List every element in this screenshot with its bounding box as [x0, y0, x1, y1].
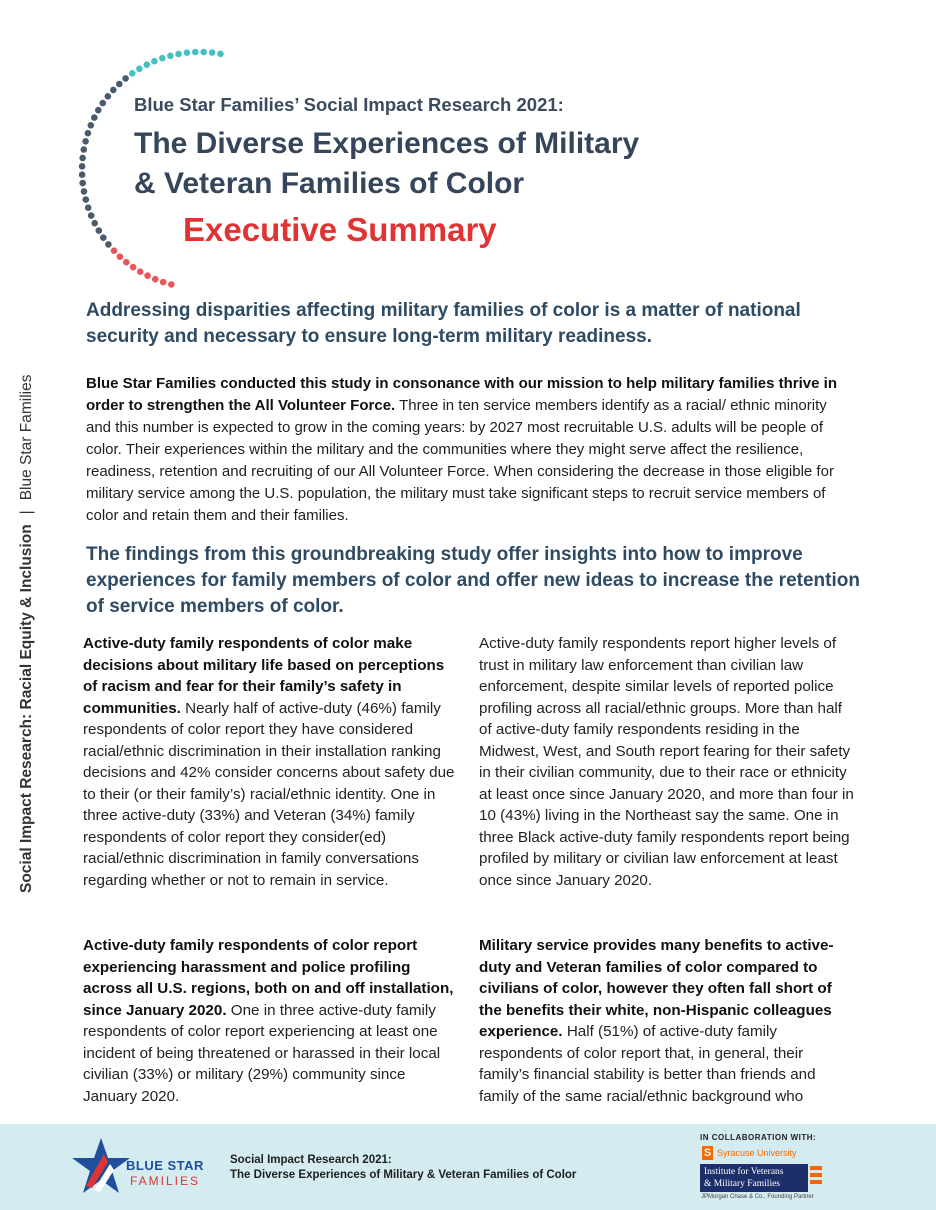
arc-dot — [111, 247, 118, 254]
arc-dot — [96, 227, 103, 234]
ivmf-line1: Institute for Veterans — [704, 1167, 784, 1177]
arc-dot — [136, 66, 143, 73]
syracuse-s-icon: S — [703, 1147, 712, 1159]
arc-dot — [217, 51, 224, 58]
findings-heading: The findings from this groundbreaking study offer insights into how to improve experiences for family members of color and offer new ideas to increase the retention of service members of color. — [86, 544, 860, 617]
arc-dot — [151, 58, 158, 65]
finding-2-text: Active-duty family respondents report higher levels of trust in military law enforcement than civilian law enforcement, despite similar levels of reported police profiling across all racial/ethnic groups. More than half of active-duty family respondents residing in the Midwest, West, and South report fearing for their safety in their civilian community, due to their race or ethnicity at least once since January 2020, and more than four in 10 (43%) living in the Northeast say the same. One in three Black active-duty family respondents report being profiled by military or civilian law enforcement at least once since January 2020. — [479, 635, 854, 889]
side-label-org: Blue Star Families — [18, 374, 35, 501]
side-label-report: Social Impact Research: Racial Equity & Inclusion — [18, 524, 35, 893]
footer — [0, 1124, 936, 1210]
arc-dot — [88, 212, 95, 219]
side-label-separator: | — [18, 510, 35, 515]
arc-dot — [200, 49, 207, 56]
finding-1-text: Nearly half of active-duty (46%) family respondents of color report they have considered racial/ethnic discrimination in their installation ranking decisions and 42% consider concerns about safety due to their (or their family’s) racial/ethnic identity. One in three active-duty (33%) and Veteran (34%) family respondents of color report they consider(ed) racial/ethnic discrimination in family conversations regarding whether or not to remain in service. — [83, 699, 455, 889]
footer-series-title: Social Impact Research 2021: — [230, 1154, 392, 1166]
arc-dot — [192, 49, 199, 56]
arc-dot — [105, 93, 112, 100]
finding-paragraph-4 — [479, 935, 855, 1107]
arc-dot — [137, 268, 144, 275]
arc-dot — [160, 279, 167, 286]
footer-report-title: The Diverse Experiences of Military & Veteran Families of Color — [230, 1169, 577, 1181]
arc-dot — [110, 87, 117, 94]
side-label — [15, 318, 39, 893]
arc-dot — [82, 138, 89, 145]
ivmf-logo — [700, 1164, 808, 1192]
arc-dot — [91, 220, 98, 227]
arc-dot — [123, 259, 130, 266]
finding-paragraph-2 — [479, 633, 855, 891]
arc-dot — [88, 122, 95, 129]
arc-dot — [85, 204, 92, 211]
arc-dot — [144, 61, 151, 68]
ivmf-founding-partner: JPMorgan Chase & Co., Founding Partner — [701, 1194, 814, 1200]
arc-dot — [91, 114, 98, 121]
arc-dot — [81, 146, 88, 153]
arc-dot — [122, 75, 129, 82]
arc-dot — [83, 196, 90, 203]
arc-dot — [209, 49, 216, 56]
arc-dot — [79, 163, 86, 170]
arc-dot — [184, 49, 191, 56]
ivmf-stripes-icon — [810, 1166, 822, 1192]
arc-dot — [168, 281, 175, 288]
arc-dot — [85, 130, 92, 137]
syracuse-name: Syracuse University — [717, 1148, 797, 1158]
arc-dot — [105, 241, 112, 248]
arc-dot — [79, 180, 86, 187]
arc-dot — [117, 253, 124, 260]
arc-dot — [95, 107, 102, 114]
finding-4-text: Half (51%) of active-duty family respondents of color report that, in general, their family’s financial stability is better than friends and family of the same racial/ethnic background who — [479, 1023, 816, 1105]
collaboration-label: IN COLLABORATION WITH: — [700, 1133, 817, 1142]
finding-paragraph-1 — [83, 633, 459, 891]
star-logo-icon — [70, 1136, 132, 1198]
intro-paragraph — [86, 373, 846, 527]
arc-dot — [144, 272, 151, 279]
finding-paragraph-3 — [83, 935, 459, 1107]
finding-3-text: One in three active-duty family respondents of color report experiencing at least one incident of being threatened or harassed in their local civilian (33%) or military (29%) community since January 2020. — [83, 1001, 441, 1105]
logo-text-families: FAMILIES — [130, 1174, 201, 1188]
report-title — [134, 124, 639, 204]
arc-dot — [159, 55, 166, 62]
arc-dot — [79, 171, 86, 178]
syracuse-university-logo — [702, 1146, 797, 1160]
arc-dot — [152, 276, 159, 283]
arc-dot — [175, 51, 182, 58]
arc-dot — [100, 100, 107, 107]
arc-dot — [100, 234, 107, 241]
arc-dot — [129, 70, 136, 77]
report-series-title: Blue Star Families’ Social Impact Research 2021: — [134, 94, 564, 115]
arc-dot — [130, 264, 137, 271]
finding-1-bold: Active-duty family respondents of color make decisions about military life based on perceptions of racism and fear for their family’s safety in communities. — [83, 635, 445, 717]
blue-star-families-logo — [70, 1136, 220, 1196]
finding-4-bold: Military service provides many benefits to active-duty and Veteran families of color compared to civilians of color, however they often fall short of the benefits their white, non-Hispanic colleagues experience. — [479, 937, 834, 1040]
logo-text-blue-star: BLUE STAR — [126, 1158, 204, 1173]
report-title-line1: The Diverse Experiences of Military — [134, 127, 640, 160]
arc-dot — [116, 81, 123, 88]
arc-dot — [81, 188, 88, 195]
lead-heading: Addressing disparities affecting military families of color is a matter of national security and necessary to ensure long-term military readiness. — [86, 300, 801, 347]
ivmf-line2: & Military Families — [704, 1179, 780, 1189]
arc-dot — [79, 155, 86, 162]
arc-dot — [167, 53, 174, 60]
report-title-line2: & Veteran Families of Color — [134, 167, 525, 200]
executive-summary-heading: Executive Summary — [183, 211, 497, 248]
finding-3-bold: Active-duty family respondents of color report experiencing harassment and police profiling across all U.S. regions, both on and off installation, since January 2020. — [83, 937, 454, 1019]
intro-text: Three in ten service members identify as a racial/ ethnic minority and this number is expected to grow in the coming years: by 2027 most recruitable U.S. adults will be people of color. Their experiences within the military and the communities where they might serve affect the resilience, readiness, retention and recruiting of our All Volunteer Force. When considering the decrease in those eligible for military service among the U.S. population, the military must take significant steps to recruit service members of color and retain them and their families. — [86, 397, 834, 524]
intro-bold: Blue Star Families conducted this study in consonance with our mission to help military families thrive in order to strengthen the All Volunteer Force. — [86, 375, 837, 414]
